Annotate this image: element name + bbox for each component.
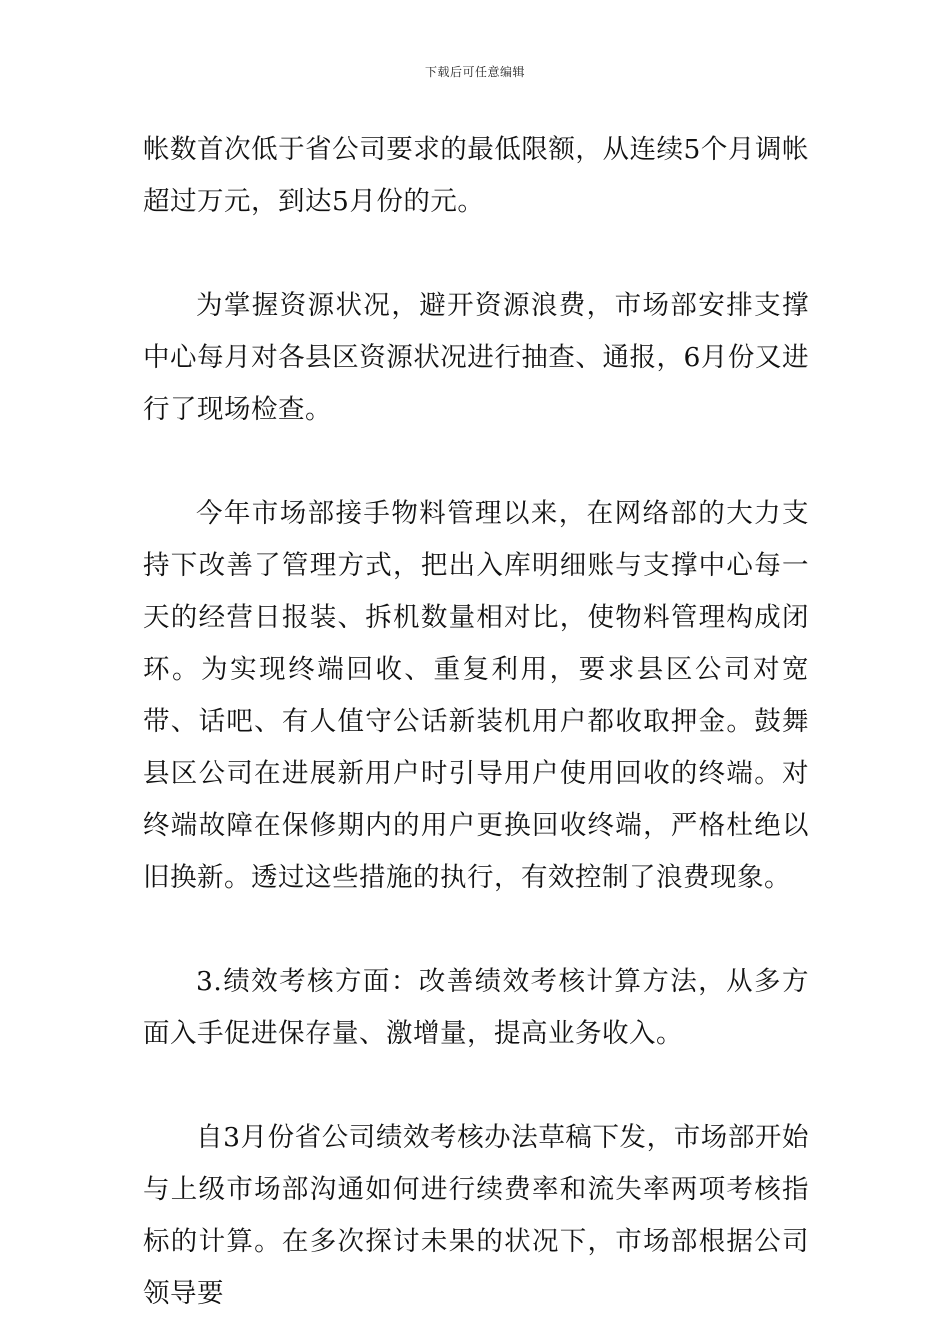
paragraph-performance-section: 3.绩效考核方面：改善绩效考核计算方法，从多方面入手促进保存量、激增量，提高业务收入。	[143, 966, 809, 1049]
paragraph-continuation: 帐数首次低于省公司要求的最低限额，从连续5个月调帐超过万元，到达5月份的元。	[143, 134, 809, 217]
page-header: 下载后可任意编辑	[424, 65, 525, 79]
document-body	[143, 124, 809, 1320]
paragraph-performance-details: 自3月份省公司绩效考核办法草稿下发，市场部开始与上级市场部沟通如何进行续费率和流失率两项考核指标的计算。在多次探讨未果的状况下，市场部根据公司领导要	[143, 1122, 809, 1309]
paragraph-material-management: 今年市场部接手物料管理以来，在网络部的大力支持下改善了管理方式，把出入库明细账与支撑中心每一天的经营日报装、拆机数量相对比，使物料管理构成闭环。为实现终端回收、重复利用，要求县区公司对宽带、话吧、有人值守公话新装机用户都收取押金。鼓舞县区公司在进展新用户时引导用户使用回收的终端。对终端故障在保修期内的用户更换回收终端，严格杜绝以旧换新。透过这些措施的执行，有效控制了浪费现象。	[143, 498, 809, 893]
paragraph-resource-inspection: 为掌握资源状况，避开资源浪费，市场部安排支撑中心每月对各县区资源状况进行抽查、通报，6月份又进行了现场检查。	[143, 290, 809, 425]
